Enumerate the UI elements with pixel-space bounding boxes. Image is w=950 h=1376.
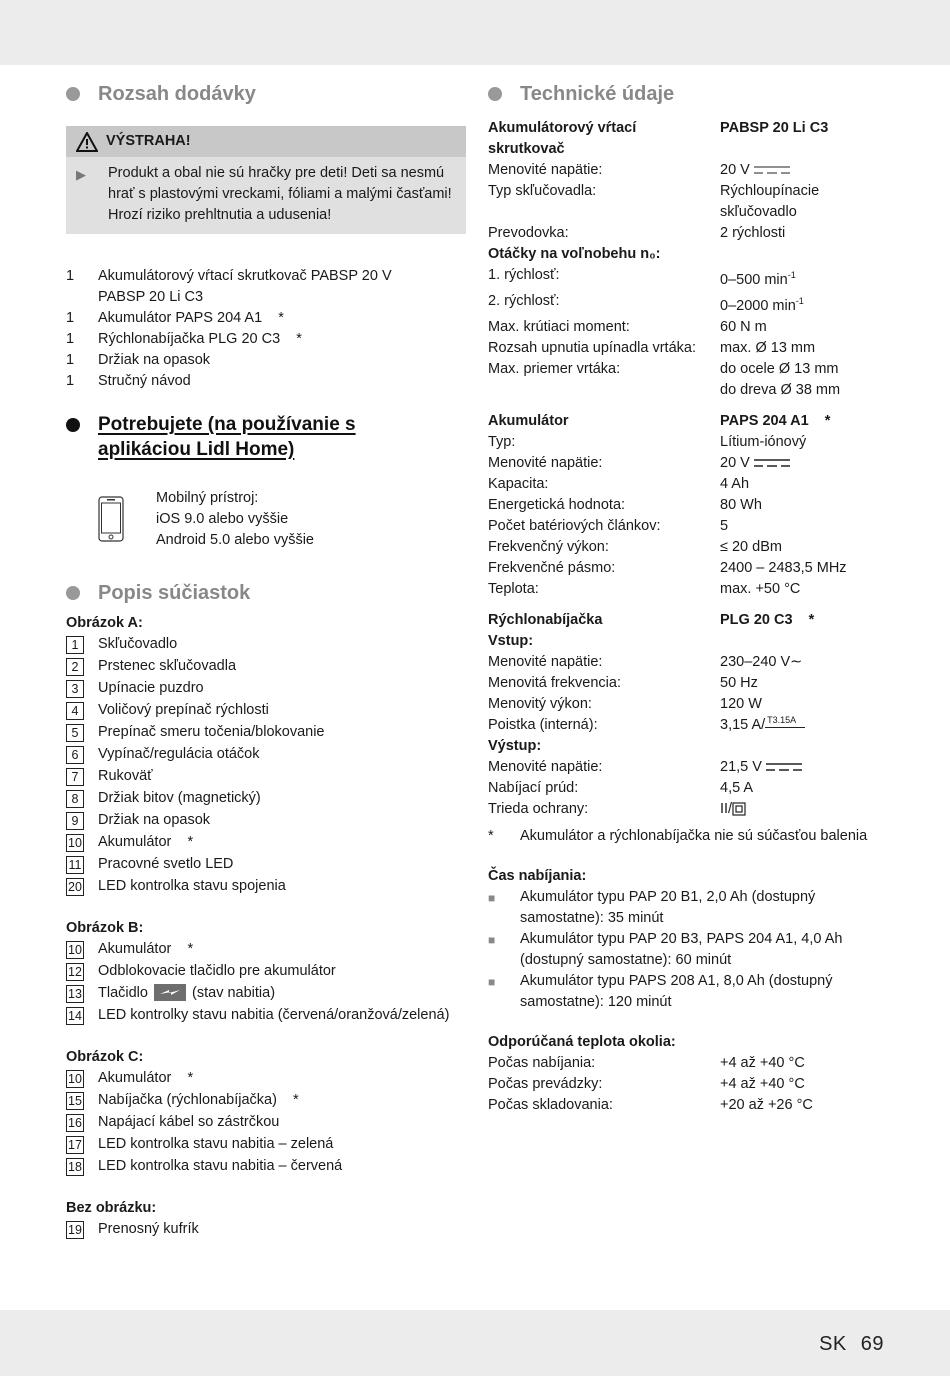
list-item: 1 Rýchlonabíjačka PLG 20 C3 * <box>66 331 302 347</box>
list-item: 17 LED kontrolka stavu nabitia – zelená <box>66 1134 466 1156</box>
list-item: 3 Upínacie puzdro <box>66 678 466 700</box>
drill-specs: Akumulátorový vŕtací skrutkovač PABSP 20 Li C3 Menovité napätie: 20 V Typ skľučovadla: Rýchloupínacie skľučovadlo Prevodovka: 2 rýchlosti Otáčky na voľnobehu n₀: 1. rýchlosť: 0–500 $\min^{-1}$ 2. rýchlosť: 0–2000 $\min^{-1}$ Max. krútiaci moment: 60 N m Rozsah upnutia upínadla vrtáka: max. Ø 13 mm Max. priemer vrtáka: do ocele Ø 13 mm do dreva Ø 38 mm <box>488 120 841 398</box>
scope-heading: Rozsah dodávky <box>66 80 466 108</box>
parts-heading: Popis súčiastok <box>66 579 466 607</box>
tech-heading: Technické údaje <box>488 80 888 108</box>
list-item: ■ Akumulátor typu PAP 20 B3, PAPS 204 A1, 4,0 Ah (dostupný samostatne): 60 minút <box>488 929 888 971</box>
list-item: 1 Držiak na opasok <box>66 352 211 368</box>
left-column <box>66 80 466 1241</box>
charge-time: Čas nabíjania: ■ Akumulátor typu PAP 20 B1, 2,0 Ah (dostupný samostatne): 35 minút ■ Akumulátor typu PAP 20 B3, PAPS 204 A1, 4,0 Ah (dostupný samostatne): 60 minút ■ Akumulátor typu PAPS 208 A1, 8,0 Ah (dostupný samostatne): 120 minút <box>488 866 888 1013</box>
scope-list <box>66 266 466 392</box>
warning-text: Produkt a obal nie sú hračky pre deti! Deti sa nesmú hrať s plastovými vreckami, fóliami a malými časťami! Hrozí riziko prehltnutia a udusenia! <box>108 165 452 223</box>
list-item: 10 Akumulátor * <box>66 939 466 961</box>
list-item: 7 Rukoväť <box>66 766 466 788</box>
list-item: 18 LED kontrolka stavu nabitia – červená <box>66 1156 466 1178</box>
list-item: 4 Voličový prepínač rýchlosti <box>66 700 466 722</box>
bullet-dot-icon <box>488 87 502 101</box>
dc-symbol-icon <box>754 165 790 175</box>
right-column <box>488 80 888 1116</box>
fuse-symbol-icon: T3.15A <box>765 717 805 733</box>
app-requirements: Mobilný prístroj: iOS 9.0 alebo vyššie Android 5.0 alebo vyššie <box>98 488 466 551</box>
parts-list: Obrázok A: 1 Skľučovadlo 2 Prstenec skľučovadla 3 Upínacie puzdro 4 Voličový prepínač rýchlosti 5 Prepínač smeru točenia/blokovanie 6 Vypínač/regulácia otáčok 7 Rukoväť 8 Držiak bitov (magnetický) 9 Držiak na opasok 10 Akumulátor * 11 Pracovné svetlo LED 20 LED kontrolka stavu spojenia Obrázok B: 10 Akumulátor * 12 Odblokovacie tlačidlo pre akumulátor 13 Tlačidlo (stav nabitia) 14 LED kontrolky stavu nabitia (červená/oranžová/zelená) Obrázok C: 10 Akumulátor * 15 Nabíjačka (rýchlonabíjačka) * 16 Napájací kábel so zástrčkou 17 LED kontrolka stavu nabitia – zelená 18 LED kontrolka stavu nabitia – červená Bez obrázku: 19 Prenosný kufrík <box>66 613 466 1241</box>
list-item: 16 Napájací kábel so zástrčkou <box>66 1112 466 1134</box>
warning-triangle-icon <box>76 132 98 152</box>
square-bullet-icon: ■ <box>488 932 496 947</box>
list-item: 1 Akumulátor PAPS 204 A1 * <box>66 310 284 326</box>
list-item: 1 Stručný návod <box>66 373 191 389</box>
square-bullet-icon: ■ <box>488 890 496 905</box>
list-item: 2 Prstenec skľučovadla <box>66 656 466 678</box>
square-bullet-icon: ■ <box>488 974 496 989</box>
warning-body <box>66 157 466 234</box>
warning-box <box>66 126 466 234</box>
page-footer <box>805 1333 884 1356</box>
list-item: 6 Vypínač/regulácia otáčok <box>66 744 466 766</box>
list-item: 5 Prepínač smeru točenia/blokovanie <box>66 722 466 744</box>
list-item: 15 Nabíjačka (rýchlonabíjačka) * <box>66 1090 466 1112</box>
arrow-right-icon: ▶ <box>76 167 86 182</box>
list-item: 10 Akumulátor * <box>66 1068 466 1090</box>
charger-specs: Rýchlonabíjačka PLG 20 C3 * Vstup: Menovité napätie: 230–240 V∼ Menovitá frekvencia: 50 Hz Menovitý výkon: 120 W Poistka (interná): 3,15 A/ T3.15A Výstup: Menovité napätie: 21,5 V Nabíjací prúd: 4,5 A Trieda ochrany: II/ <box>488 611 815 817</box>
top-band <box>0 0 950 65</box>
list-item: 19 Prenosný kufrík <box>66 1219 466 1241</box>
protection-class-icon <box>732 802 746 816</box>
list-item: 13 Tlačidlo (stav nabitia) <box>66 983 466 1005</box>
list-item: 12 Odblokovacie tlačidlo pre akumulátor <box>66 961 466 983</box>
app-heading: Potrebujete (na používanie s aplikáciou Lidl Home) <box>66 412 466 462</box>
list-item: 20 LED kontrolka stavu spojenia <box>66 876 466 898</box>
list-item: 8 Držiak bitov (magnetický) <box>66 788 466 810</box>
list-item: 1 Skľučovadlo <box>66 634 466 656</box>
dc-symbol-icon <box>766 762 802 772</box>
page-number: 69 <box>860 1333 884 1355</box>
list-item: 14 LED kontrolky stavu nabitia (červená/oranžová/zelená) <box>66 1005 466 1027</box>
ambient-temperature: Odporúčaná teplota okolia: Počas nabíjania: +4 až +40 °C Počas prevádzky: +4 až +40 °C Počas skladovania: +20 až +26 °C <box>488 1033 813 1113</box>
warning-title: VÝSTRAHA! <box>106 133 191 149</box>
footnote: * Akumulátor a rýchlonabíjačka nie sú súčasťou balenia <box>488 827 868 844</box>
dc-symbol-icon <box>754 458 790 468</box>
list-item: ■ Akumulátor typu PAPS 208 A1, 8,0 Ah (dostupný samostatne): 120 minút <box>488 971 888 1013</box>
language-code: SK <box>819 1333 847 1355</box>
bullet-dot-icon <box>66 418 80 432</box>
list-item: 1 Akumulátorový vŕtací skrutkovač PABSP 20 V PABSP 20 Li C3 <box>66 268 392 305</box>
bullet-dot-icon <box>66 586 80 600</box>
bullet-dot-icon <box>66 87 80 101</box>
smartphone-icon <box>98 496 124 542</box>
battery-specs: Akumulátor PAPS 204 A1 * Typ: Lítium-iónový Menovité napätie: 20 V Kapacita: 4 Ah Energetická hodnota: 80 Wh Počet batériových článkov: 5 Frekvenčný výkon: ≤ 20 dBm Frekvenčné pásmo: 2400 – 2483,5 MHz Teplota: max. +50 °C <box>488 412 847 597</box>
warning-header <box>66 126 466 157</box>
list-item: 11 Pracovné svetlo LED <box>66 854 466 876</box>
list-item: 9 Držiak na opasok <box>66 810 466 832</box>
list-item: 10 Akumulátor * <box>66 832 466 854</box>
charge-status-button-icon <box>154 984 186 1001</box>
list-item: ■ Akumulátor typu PAP 20 B1, 2,0 Ah (dostupný samostatne): 35 minút <box>488 887 888 929</box>
